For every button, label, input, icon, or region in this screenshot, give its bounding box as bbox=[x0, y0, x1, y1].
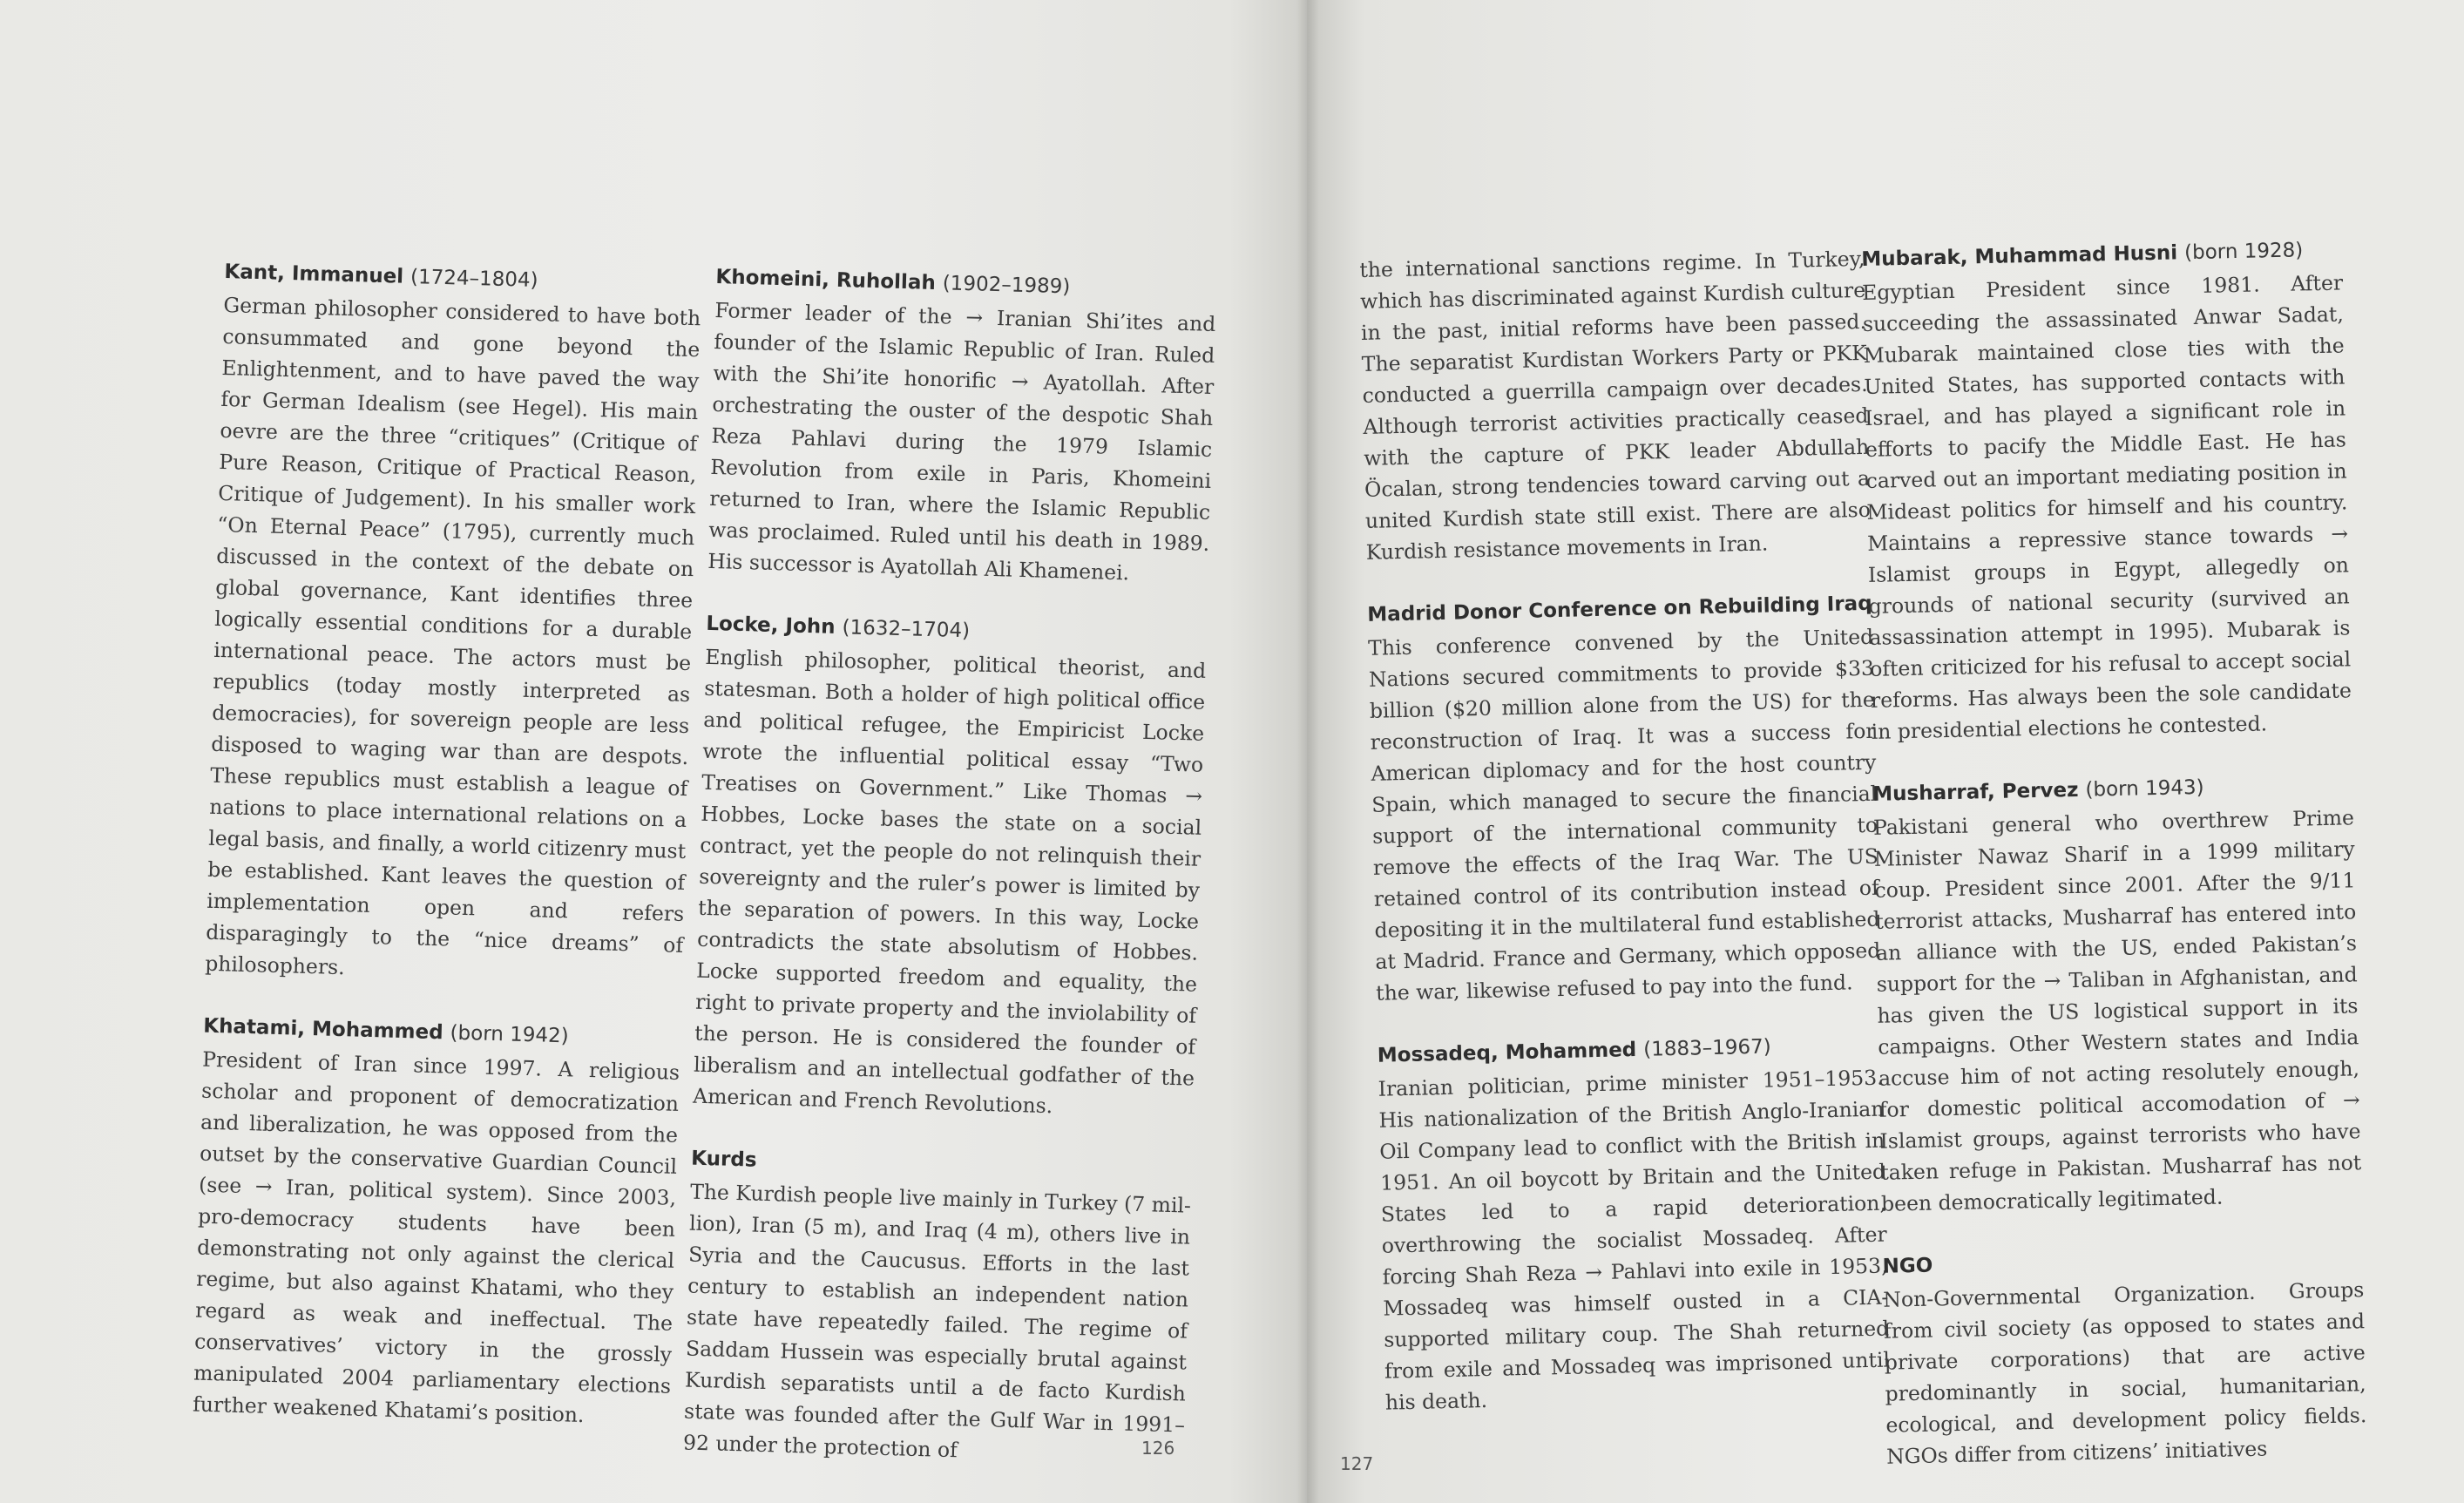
page-number-left: 126 bbox=[1141, 1438, 1175, 1459]
entry-body: The Kurdish people live mainly in Turkey (7 million), Iran (5 m), and Iraq (4 m), others live in Syria and the Caucusus. Efforts in the last century to establish an independent nation state have repeatedly failed. The regime of Saddam Hussein was especially brutal against Kurdish separatists until a de facto Kurdish state was founded after the Gulf War in 1991–92 under the protection of bbox=[682, 1179, 1192, 1463]
entry-body: Pakistani general who overthrew Prime Minister Nawaz Sharif in a 1999 military coup. President since 2001. After the 9/11 terrorist attacks, Musharraf has entered into an alliance with the US, ended Pakistan’s support for the → Taliban in Afghanistan, and has given the US logistical support in its campaigns. Other Western states and India accuse him of not acting resolutely enough, for domestic political accomodation of → Islamist groups, against terrorists who have taken refuge in Pakistan. Musharraf has not been democratically legitimated. bbox=[1872, 805, 2362, 1216]
entry-body: the international sanctions regime. In Turkey, which has discriminated against Kurdish culture in the past, initial reforms have been passed. The separatist Kurdistan Workers Party or PKK conducted a guerrilla campaign over decades. Although terrorist activities practically ceased with the capture of PKK leader Abdullah Öcalan, strong tendencies toward carving out a united Kurdish state still exist. There are also Kurdish resistance movements in Iran. bbox=[1359, 246, 1872, 565]
entry-headword: Mossadeq, Mohammed (1883–1967) bbox=[1377, 1035, 1772, 1067]
entry-locke bbox=[693, 608, 1208, 1126]
entry-body: Non-Governmental Organization. Groups from civil society (as opposed to states and private corporations) that are active predominantly in social, humanitarian, ecological, and development policy fields. NGOs differ from citizens’ initiatives bbox=[1883, 1277, 2367, 1469]
right-page-column-1 bbox=[1359, 243, 1892, 1450]
entry-body: Egyptian President since 1981. After succeeding the assassinated Anwar Sadat, Mubarak maintained close ties with the United States, has supported contacts with Israel, and has played a significant role in efforts to pacify the Middle East. He has carved out an important mediating position in Mideast politics for himself and his country. Maintains a repressive stance towards → Islamist groups in Egypt, allegedly on grounds of national security (survived an assassination attempt in 1995). Mubarak is often criticized for his refusal to accept social reforms. Has always been the sole candidate in presidential elections he contested. bbox=[1861, 270, 2352, 744]
entry-headword: Musharraf, Pervez (born 1943) bbox=[1872, 775, 2204, 806]
entry-headword: Khatami, Mohammed (born 1942) bbox=[202, 1014, 570, 1048]
entry-body: German philosopher considered to have both consummated and gone beyond the Enlightenment, and to have paved the way for German Idealism (see Hegel). His main oevre are the three “critiques” (Critique of Pure Reason, Critique of Practical Reason, Critique of Judgement). In his smaller work “On Eternal Peace” (1795), currently much discussed in the context of the debate on global governance, Kant identifies three logically essential conditions for a durable international peace. The actors must be republics (today mostly interpreted as democracies), for sovereign people are less disposed to waging war than are despots. These republics must establish a league of nations to place international relations on a legal basis, and finally, a world citizenry must be established. Kant leaves the question of implementation open and refers disparagingly to the “nice dreams” of philosophers. bbox=[204, 292, 701, 980]
entry-headword: Mubarak, Muhammad Husni (born 1928) bbox=[1861, 239, 2304, 271]
entry-kant bbox=[205, 256, 702, 992]
entry-body: English philosopher, political theorist, and statesman. Both a holder of high political office and political refugee, the Empiricist Locke wrote the influential political essay “Two Treatises on Government.” Like Thomas → Hobbes, Locke bases the state on a social contract, yet the people do not relinquish their sovereignty and the ruler’s power is limited by the separation of powers. In this way, Locke contradicts the state absolutism of Hobbes. Locke supported freedom and equality, the right to private property and the inviolability of the person. He is considered the founder of liberalism and an intellectual godfather of the American and French Revolutions. bbox=[692, 644, 1207, 1119]
entry-kurds-continued bbox=[1359, 243, 1872, 568]
entry-headword: Khomeini, Ruhollah (1902–1989) bbox=[715, 265, 1071, 299]
left-page-column-2 bbox=[682, 261, 1217, 1503]
entry-ngo bbox=[1882, 1241, 2367, 1473]
entry-body: This conference convened by the United Nations secured commitments to provide $33 billion ($20 million alone from the US) for the reconstruction of Iraq. It was a success for American diplomacy and for the host country Spain, which managed to secure the financial support of the international community to remove the effects of the Iraq War. The US retained control of its contribution instead of depositing it in the multilateral fund established at Madrid. France and Germany, which opposed the war, likewise refused to pay into the fund. bbox=[1367, 624, 1881, 1005]
entry-madrid-donor-conference bbox=[1367, 588, 1882, 1009]
entry-mossadeq bbox=[1377, 1029, 1891, 1418]
left-page-column-1 bbox=[192, 256, 702, 1465]
right-page bbox=[1307, 0, 2464, 1503]
entry-headword: Kant, Immanuel (1724–1804) bbox=[224, 260, 538, 293]
page-number-right: 127 bbox=[1340, 1453, 1374, 1474]
entry-headword: NGO bbox=[1882, 1254, 1933, 1278]
entry-khatami bbox=[193, 1011, 681, 1433]
right-page-column-2 bbox=[1861, 234, 2368, 1503]
entry-body: President of Iran since 1997. A religious scholar and proponent of democratization and liberalization, he was opposed from the outset by the conservative Guardian Council (see → Iran, political system). Since 2003, pro-democracy students have been demonstrating not only against the clerical regime, but also against Khatami, who they regard as weak and ineffectual. The conservatives’ victory in the grossly manipulated 2004 parliamentary elections further weakened Khatami’s position. bbox=[192, 1046, 680, 1428]
entry-body: Former leader of the → Iranian Shi’ites and founder of the Islamic Republic of Iran. Ruled with the Shi’ite honorific → Ayatollah. After orchestrating the ouster of the despotic Shah Reza Pahlavi during the 1979 Islamic Revolution from exile in Paris, Khomeini returned to Iran, where the Islamic Republic was proclaimed. Ruled until his death in 1989. His successor is Ayatollah Ali Khamenei. bbox=[707, 297, 1216, 586]
entry-mubarak bbox=[1861, 234, 2352, 747]
entry-headword: Locke, John (1632–1704) bbox=[706, 612, 971, 643]
entry-body: Iranian politician, prime minister 1951–1953. His nationalization of the British Anglo-Iranian Oil Company lead to conflict with the British in 1951. An oil boycott by Britain and the United States led to a rapid deterioration, overthrowing the socialist Mossadeq. After forcing Shah Reza → Pahlavi into exile in 1953, Mossadeq was himself ousted in a CIA-supported military coup. The Shah returned from exile and Mossadeq was imprisoned until his death. bbox=[1378, 1065, 1891, 1415]
entry-musharraf bbox=[1872, 768, 2362, 1219]
entry-kurds bbox=[683, 1143, 1193, 1473]
entry-headword: Madrid Donor Conference on Rebuilding Iraq bbox=[1367, 592, 1872, 626]
entry-headword: Kurds bbox=[690, 1147, 757, 1172]
entry-khomeini bbox=[707, 261, 1217, 591]
book-gutter-shadow bbox=[1296, 0, 1319, 1503]
